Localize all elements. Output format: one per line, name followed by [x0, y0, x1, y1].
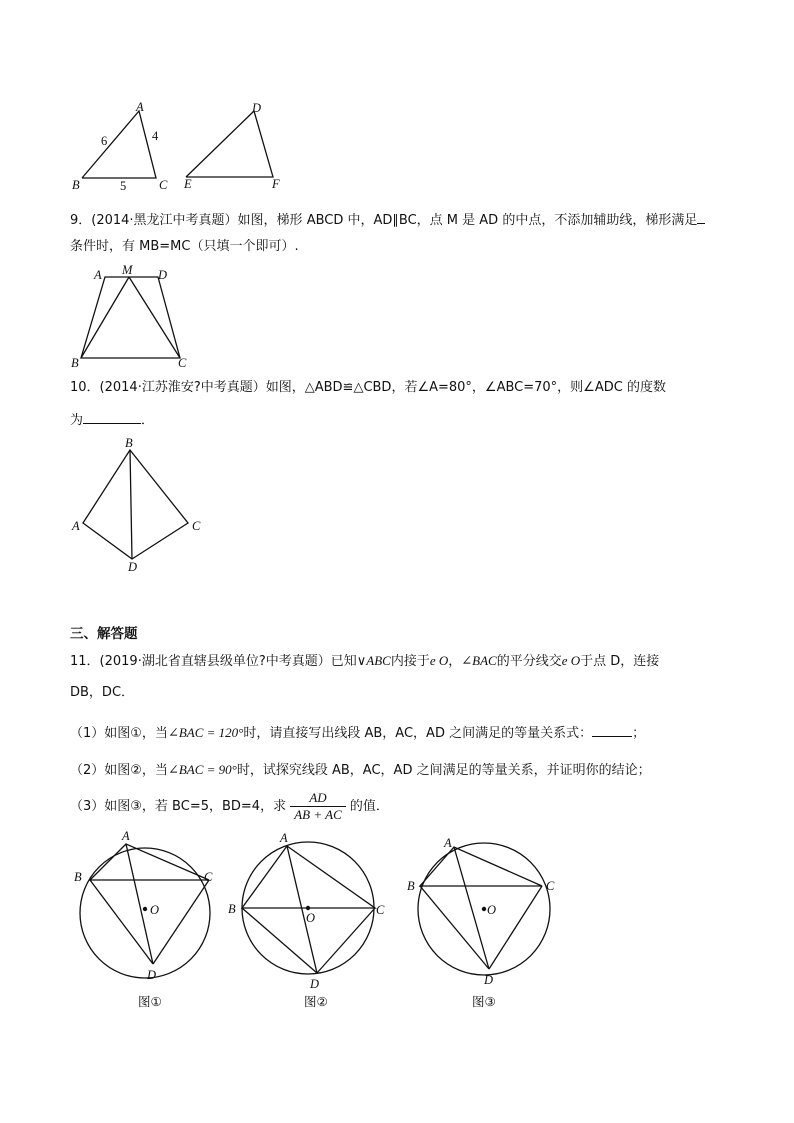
section-title: 三、解答题 [70, 626, 138, 642]
q9-answer-blank [697, 210, 705, 224]
label-o: O [150, 903, 160, 917]
side-ac-length: 4 [152, 129, 159, 143]
q10-line2: 为 ． [70, 410, 154, 430]
label-d: D [128, 560, 138, 574]
q11-line2: DB，DC． [70, 685, 135, 700]
label-o: O [306, 911, 316, 925]
q11-sub3: （3）如图③，若 BC=5，BD=4，求 $\frac{AD}{AB + AC}$ 的值． [70, 790, 389, 822]
label-c: C [204, 870, 213, 884]
label-d: D [252, 101, 262, 115]
q10-line1: 10．(2014·江苏淮安?中考真题）如图，△ABD≌△CBD，若∠A=80°，∠ABC=70°，则∠ADC 的度数 [70, 380, 666, 395]
circle-figures [60, 828, 580, 1013]
q11-sub2: （2）如图②，当∠BAC = 90°时，试探究线段 AB，AC，AD 之间满足的等量关系，并证明你的结论； [70, 762, 651, 778]
label-d: D [310, 977, 320, 991]
q9-line2: 条件时，有 MB=MC（只填一个即可）. [70, 239, 299, 254]
label-a: A [280, 831, 288, 845]
label-o: O [487, 903, 497, 917]
label-m: M [122, 263, 133, 277]
side-ab-length: 6 [101, 134, 108, 148]
figure-caption-2: 图② [304, 994, 328, 1009]
q11-sub1-answer-blank [592, 723, 632, 737]
top-triangles-figure [60, 95, 300, 195]
q11-line1: 11．(2019·湖北省直辖县级单位?中考真题）已知∨ABC内接于e O，∠BAC的平分线交e O于点 D，连接 [70, 653, 660, 669]
label-b: B [407, 879, 415, 893]
label-a: A [122, 829, 130, 843]
label-f: F [272, 177, 280, 191]
side-bc-length: 5 [120, 179, 127, 193]
label-a: A [94, 268, 102, 282]
label-b: B [74, 870, 82, 884]
label-b: B [71, 356, 79, 370]
fraction-ad-over-ab-plus-ac: $\frac{AD}{AB + AC}$ [290, 790, 346, 823]
label-c: C [159, 178, 168, 192]
label-e: E [184, 177, 192, 191]
label-c: C [376, 903, 385, 917]
label-d: D [158, 268, 168, 282]
trapezoid-figure [62, 262, 202, 372]
triangle-abc [72, 100, 168, 193]
label-b: B [72, 178, 80, 192]
label-c: C [546, 879, 555, 893]
label-d: D [484, 973, 494, 987]
kite-figure [62, 435, 212, 575]
label-a: A [444, 836, 452, 850]
circle-figure-1 [74, 829, 213, 1009]
label-c: C [178, 356, 187, 370]
label-b: B [125, 436, 133, 450]
label-a: A [72, 519, 80, 533]
label-a: A [136, 100, 144, 114]
label-d: D [147, 968, 157, 982]
q11-sub1: （1）如图①，当∠BAC = 120°时，请直接写出线段 AB，AC，AD 之间满足的等量关系式： ； [70, 725, 646, 741]
circle-figure-2 [228, 831, 385, 1009]
figure-caption-1: 图① [138, 994, 162, 1009]
q10-answer-blank [83, 410, 141, 424]
triangle-def [183, 101, 280, 191]
label-b: B [228, 902, 236, 916]
figure-caption-3: 图③ [472, 994, 496, 1009]
circle-figure-3 [407, 836, 555, 1009]
label-c: C [192, 519, 201, 533]
q9-line1: 9．(2014·黑龙江中考真题）如图，梯形 ABCD 中，AD∥BC，点 M 是 AD 的中点，不添加辅助线，梯形满足 [70, 210, 705, 230]
